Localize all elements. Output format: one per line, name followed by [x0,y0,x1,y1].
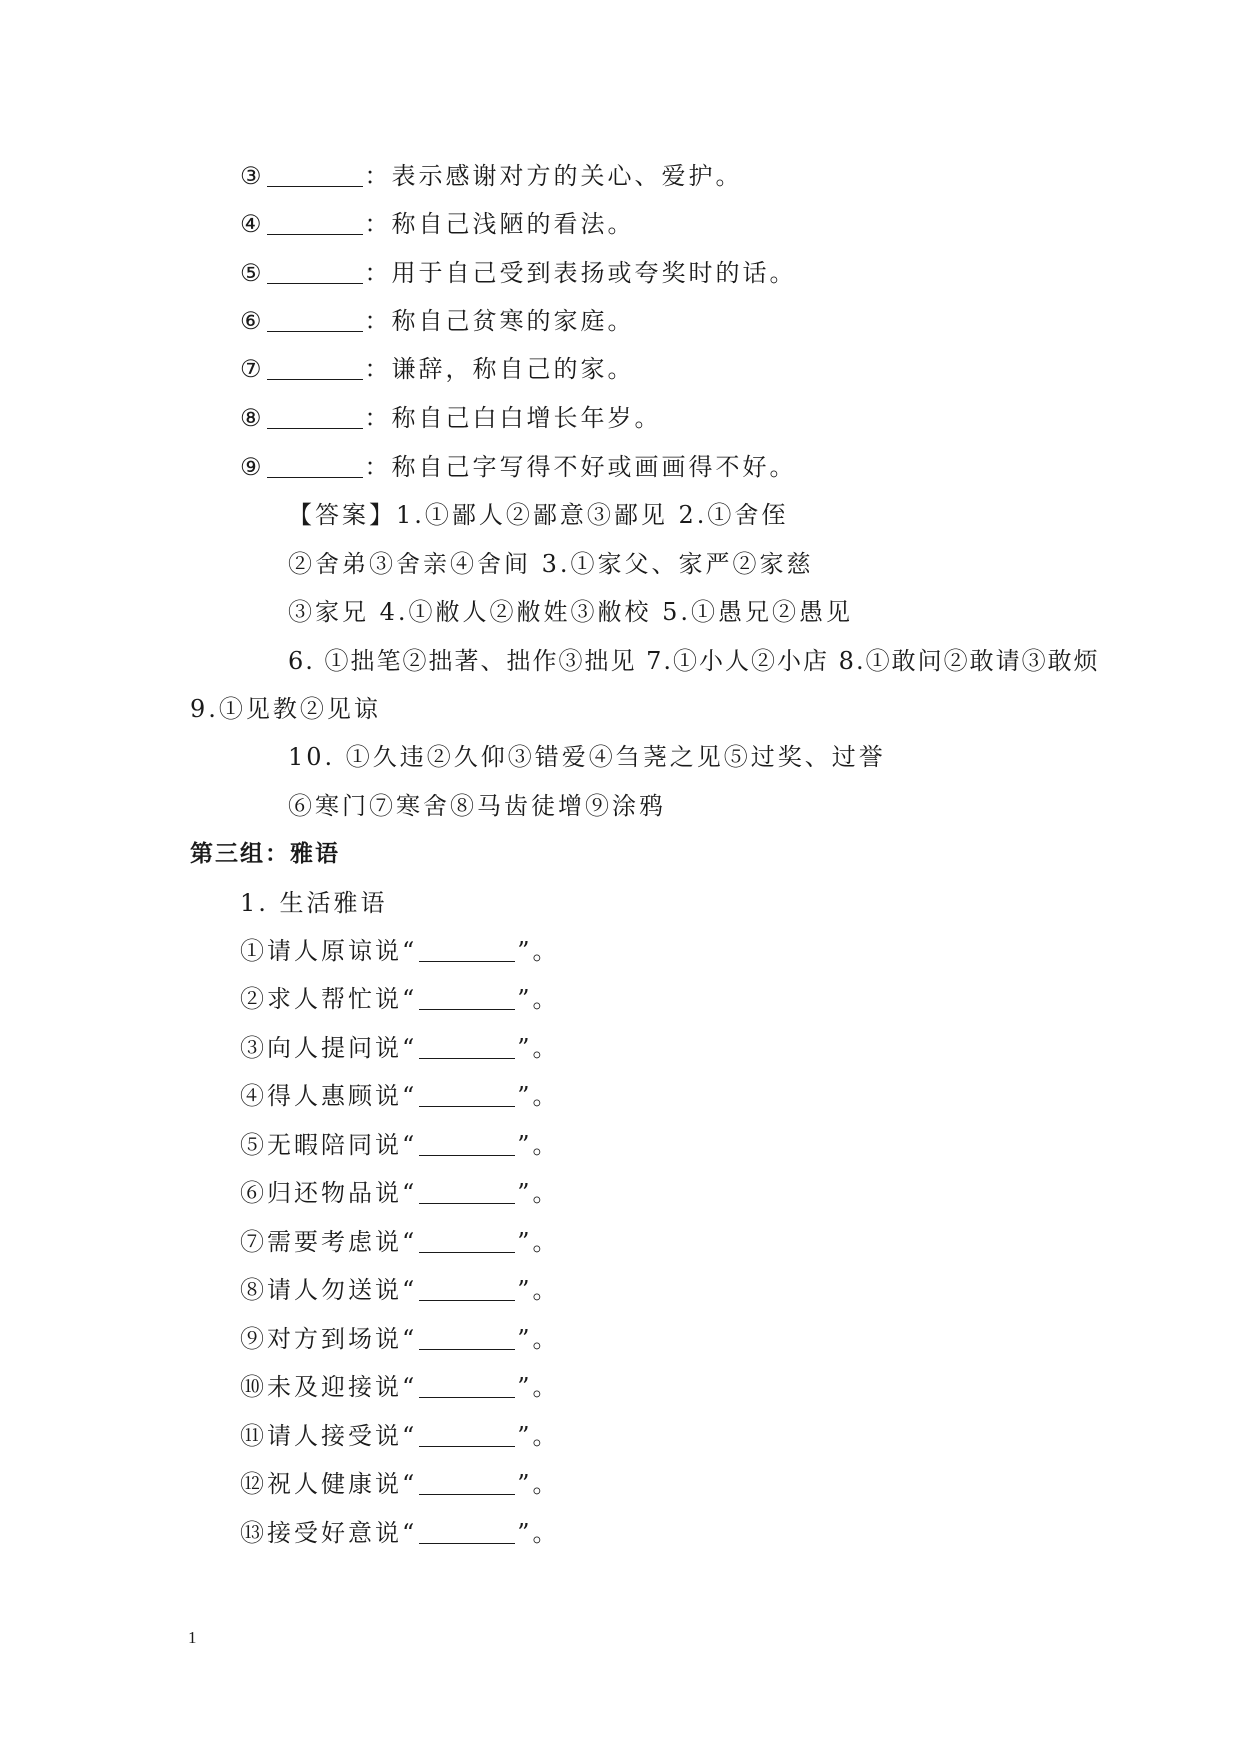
answer-line-2: ②舍弟③舍亲④舍间 3.①家父、家严②家慈 [288,550,814,578]
open-quote: “ [402,1470,418,1498]
answer-blank [419,1133,515,1156]
close-quote: ”。 [517,1131,560,1159]
answer-line-7: ⑥寒门⑦寒舍⑧马齿徒增⑨涂鸦 [288,792,666,820]
open-quote: “ [402,1422,418,1450]
open-quote: “ [402,1325,418,1353]
ya-prompt: ⑨对方到场说 [240,1325,402,1353]
answer-blank [419,1036,515,1059]
ya-prompt: ⑦需要考虑说 [240,1228,402,1256]
item-8 [240,403,662,433]
close-quote: ”。 [517,1082,560,1110]
ya-item-13 [240,1518,560,1548]
answer-blank [419,1472,515,1495]
open-quote: “ [402,1228,418,1256]
answer-blank [419,1424,515,1447]
ya-prompt: ④得人惠顾说 [240,1082,402,1110]
item-9 [240,452,797,482]
section-title: 第三组：雅语 [190,841,340,867]
item-number: ⑤ [240,259,265,287]
answer-blank [419,987,515,1010]
open-quote: “ [402,1082,418,1110]
answer-blank [419,1181,515,1204]
close-quote: ”。 [517,1519,560,1547]
item-6 [240,306,635,336]
ya-prompt: ①请人原谅说 [240,937,402,965]
answer-line-4: 6. ①拙笔②拙著、拙作③拙见 7.①小人②小店 8.①敢问②敢请③敢烦 [288,647,1100,675]
ya-prompt: ②求人帮忙说 [240,985,402,1013]
ya-item-3 [240,1033,560,1063]
answer-line-6: 10. ①久违②久仰③错爱④刍荛之见⑤过奖、过誉 [288,743,886,771]
open-quote: “ [402,1034,418,1062]
ya-item-4 [240,1081,560,1111]
open-quote: “ [402,1373,418,1401]
ya-prompt: ⑩未及迎接说 [240,1373,402,1401]
close-quote: ”。 [517,1373,560,1401]
ya-item-8 [240,1275,560,1305]
answer-blank [419,939,515,962]
item-3 [240,161,743,191]
item-description: ：表示感谢对方的关心、爱护。 [364,162,743,190]
ya-item-10 [240,1372,560,1402]
answer-blank [419,1084,515,1107]
subsection-title: 1. 生活雅语 [240,889,388,917]
item-description: ：用于自己受到表扬或夸奖时的话。 [364,259,797,287]
close-quote: ”。 [517,1179,560,1207]
close-quote: ”。 [517,985,560,1013]
item-description: ：谦辞，称自己的家。 [364,355,635,383]
close-quote: ”。 [517,1422,560,1450]
answer-blank [267,261,363,284]
item-number: ⑦ [240,355,265,383]
close-quote: ”。 [517,1276,560,1304]
open-quote: “ [402,985,418,1013]
ya-item-6 [240,1178,560,1208]
ya-prompt: ⑥归还物品说 [240,1179,402,1207]
ya-item-9 [240,1324,560,1354]
ya-prompt: ⑪请人接受说 [240,1422,402,1450]
ya-item-12 [240,1469,560,1499]
open-quote: “ [402,1179,418,1207]
answer-blank [419,1230,515,1253]
close-quote: ”。 [517,1470,560,1498]
ya-item-5 [240,1130,560,1160]
ya-prompt: ⑧请人勿送说 [240,1276,402,1304]
open-quote: “ [402,1519,418,1547]
item-number: ⑧ [240,404,265,432]
open-quote: “ [402,1276,418,1304]
close-quote: ”。 [517,1228,560,1256]
item-number: ⑥ [240,307,265,335]
item-description: ：称自己白白增长年岁。 [364,404,662,432]
answer-blank [419,1521,515,1544]
item-number: ③ [240,162,265,190]
ya-item-11 [240,1421,560,1451]
answer-blank [419,1375,515,1398]
answer-line-5: 9.①见教②见谅 [190,695,381,723]
ya-item-7 [240,1227,560,1257]
ya-prompt: ⑤无暇陪同说 [240,1131,402,1159]
answer-line-1: 【答案】1.①鄙人②鄙意③鄙见 2.①舍侄 [288,501,789,529]
ya-item-1 [240,936,560,966]
answer-blank [419,1327,515,1350]
item-4 [240,209,635,239]
item-number: ④ [240,210,265,238]
close-quote: ”。 [517,1034,560,1062]
item-description: ：称自己浅陋的看法。 [364,210,635,238]
answer-blank [267,212,363,235]
close-quote: ”。 [517,937,560,965]
ya-prompt: ③向人提问说 [240,1034,402,1062]
item-description: ：称自己字写得不好或画画得不好。 [364,453,797,481]
answer-line-3: ③家兄 4.①敝人②敝姓③敝校 5.①愚兄②愚见 [288,598,854,626]
open-quote: “ [402,1131,418,1159]
answer-blank [267,406,363,429]
answer-blank [267,357,363,380]
ya-item-2 [240,984,560,1014]
ya-prompt: ⑫祝人健康说 [240,1470,402,1498]
answer-blank [267,164,363,187]
item-5 [240,258,797,288]
page-number: 1 [188,1628,197,1647]
answer-blank [267,309,363,332]
item-description: ：称自己贫寒的家庭。 [364,307,635,335]
item-7 [240,354,635,384]
item-number: ⑨ [240,453,265,481]
close-quote: ”。 [517,1325,560,1353]
answer-blank [419,1278,515,1301]
open-quote: “ [402,937,418,965]
ya-prompt: ⑬接受好意说 [240,1519,402,1547]
answer-blank [267,455,363,478]
